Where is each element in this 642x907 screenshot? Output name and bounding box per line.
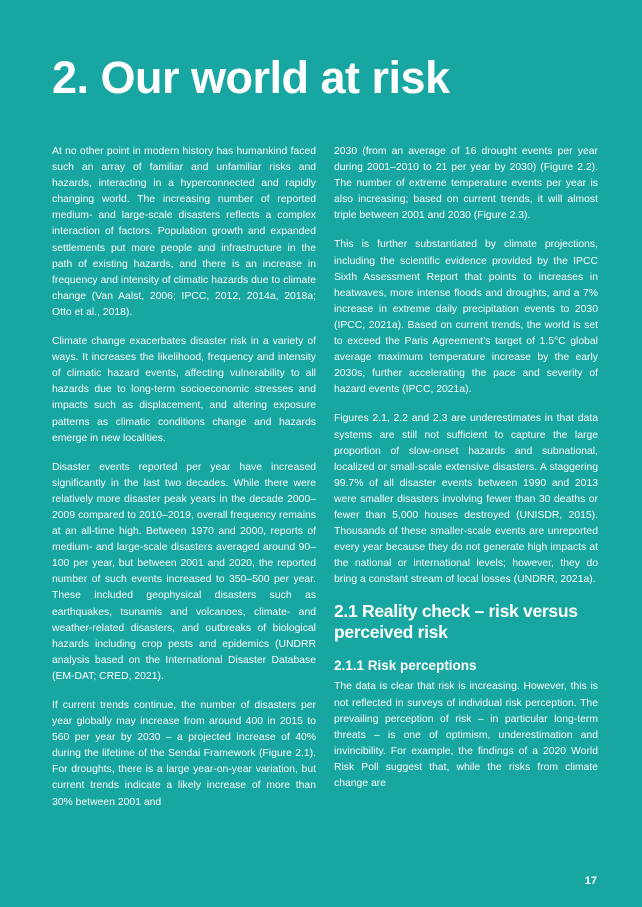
section-heading: 2.1 Reality check – risk versus perceived risk — [334, 601, 578, 643]
paragraph-risk-perceptions: The data is clear that risk is increasing. However, this is not reflected in surveys of individual risk perception. The prevailing perception of risk – in particular long-term threats – is one of optimism, underestimation and invincibility. For example, the findings of a 2020 World Risk Poll suggest that, while the risks from climate change are — [334, 681, 598, 789]
paragraph-underestimates: Figures 2.1, 2.2 and 2.3 are underestimates in that data systems are still not sufficient to capture the large proportion of slow-onset hazards and subnational, localized or small-scale extensive disasters. A staggering 99.7% of all disaster events between 1990 and 2013 were smaller disasters involving fewer than 30 deaths or fewer than 5,000 houses destroyed (UNISDR, 2015). Thousands of these smaller-scale events are unreported every year because they do not generate high impacts at the national or international levels; however, they do bring a constant stream of local losses (UNDRR, 2021a). — [334, 413, 598, 586]
page-title: 2. Our world at risk — [52, 52, 450, 103]
paragraph-climate-projections: This is further substantiated by climate projections, including the scientific evidence provided by the IPCC Sixth Assessment Report that points to increases in heatwaves, more intense floods and droughts, and a 7% increase in extreme daily precipitation events to 2030 (IPCC, 2021a). Based on current trends, the world is set to exceed the Paris Agreement’s target of 1.5°C global average maximum temperature increase by the early 2030s, further accelerating the pace and severity of hazard events (IPCC, 2021a). — [334, 239, 598, 396]
paragraph-climate-change: Climate change exacerbates disaster risk in a variety of ways. It increases the likelihood, frequency and intensity of climatic hazard events, affecting vulnerability to all hazards due to long-term socioeconomic stresses and impacts such as displacement, and altering exposure patterns as climatic conditions change and hazards emerge in new localities. — [52, 336, 316, 444]
paragraph-droughts: 2030 (from an average of 16 drought events per year during 2001–2010 to 21 per year by 2030) (Figure 2.2). The number of extreme temperature events per year is also increasing; based on current trends, it will almost triple between 2001 and 2030 (Figure 2.3). — [334, 146, 598, 222]
right-column — [334, 144, 598, 805]
paragraph-disaster-events: Disaster events reported per year have increased significantly in the last two decades. While there were relatively more disaster peak years in the decade 2000–2009 compared to 2010–2019, overall frequency remains at an all-time high. Between 1970 and 2000, reports of medium- and large-scale disasters averaged around 90–100 per year, but between 2001 and 2020, the reported number of such events increased to 350–500 per year. These included geophysical disasters such as earthquakes, tsunamis and volcanoes, climate- and weather-related disasters, and outbreaks of biological hazards including crop pests and epidemics (UNDRR analysis based on the International Disaster Database (EM-DAT; CRED, 2021). — [52, 461, 316, 682]
subsection-heading: 2.1.1 Risk perceptions — [334, 658, 477, 674]
left-column — [52, 144, 316, 824]
paragraph-current-trends: If current trends continue, the number of disasters per year globally may increase from around 400 in 2015 to 560 per year by 2030 – a projected increase of 40% during the lifetime of the Sendai Framework (Figure 2.1). For droughts, there is a large year-on-year variation, but current trends indicate a likely increase of more than 30% between 2001 and — [52, 700, 316, 808]
paragraph-intro: At no other point in modern history has humankind faced such an array of familiar and unfamiliar risks and hazards, interacting in a hyperconnected and rapidly changing world. The increasing number of reported medium- and large-scale disasters reflects a complex interaction of factors. Population growth and expanded settlements put more people and infrastructure in the path of existing hazards, and there is an increase in frequency and intensity of climatic hazards due to climate change (Van Aalst, 2006; IPCC, 2012, 2014a, 2018a; Otto et al., 2018). — [52, 146, 316, 318]
page-number: 17 — [584, 875, 597, 887]
